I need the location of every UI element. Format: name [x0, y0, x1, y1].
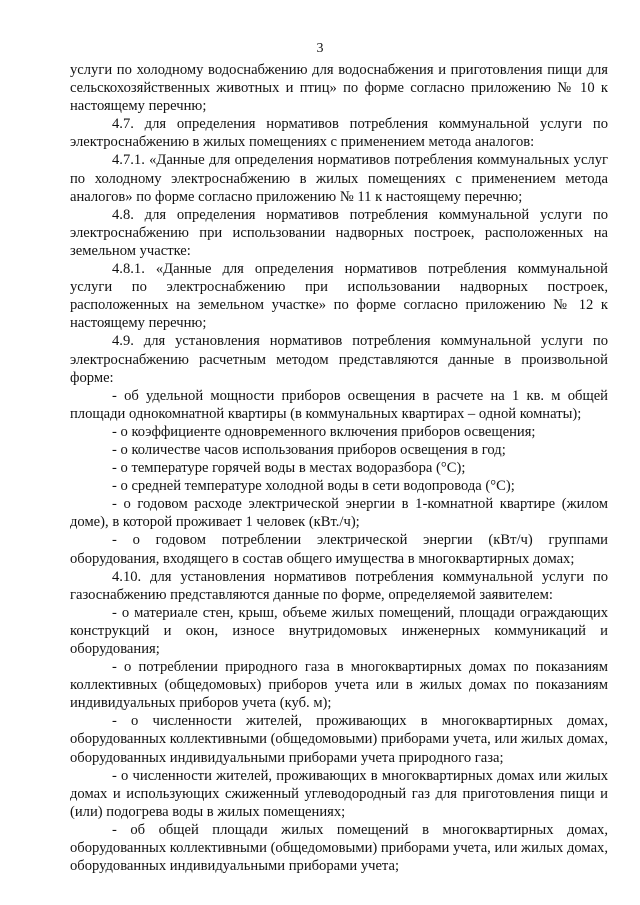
paragraph-4-9: 4.9. для установления нормативов потребления коммунальной услуги по электроснабжению расчетным методом представляются данные в произвольной форме: [70, 333, 608, 386]
page-number: 3 [316, 41, 324, 56]
document-body [70, 61, 608, 875]
list-item-lighting-hours: - о количестве часов использования приборов освещения в год; [112, 441, 506, 458]
paragraph-4-7-1: 4.7.1. «Данные для определения нормативов потребления коммунальных услуг по холодному электроснабжению в жилых помещениях с применением метода аналогов» по форме согласно приложению № 11 к настоящему перечню; [70, 152, 608, 205]
paragraph-4-7: 4.7. для определения нормативов потребления коммунальной услуги по электроснабжению в жилых помещениях с применением метода аналогов: [70, 116, 608, 151]
paragraph-4-10: 4.10. для установления нормативов потребления коммунальной услуги по газоснабжению представляются данные по форме, определяемой заявителем: [70, 568, 608, 603]
list-item-annual-energy-equipment: - о годовом потреблении электрической энергии (кВт/ч) группами оборудования, входящего в состав общего имущества в многоквартирных домах; [70, 532, 608, 567]
list-item-cold-water-temperature: - о средней температуре холодной воды в сети водопровода (°C); [112, 478, 515, 495]
list-item-lighting-power: - об удельной мощности приборов освещения в расчете на 1 кв. м общей площади однокомнатной квартиры (в коммунальных квартирах – одной комнаты); [70, 387, 608, 422]
paragraph-continuation: услуги по холодному водоснабжению для водоснабжения и приготовления пищи для сельскохозяйственных животных и птиц» по форме согласно приложению № 10 к настоящему перечню; [70, 62, 608, 115]
list-item-hot-water-temperature: - о температуре горячей воды в местах водоразбора (°C); [112, 460, 466, 477]
list-item-residents-lpg: - о численности жителей, проживающих в многоквартирных домах или жилых домах и использующих сжиженный углеводородный газ для приготовления пищи и (или) подогрева воды в жилых помещениях; [70, 767, 608, 820]
list-item-gas-consumption: - о потреблении природного газа в многоквартирных домах по показаниям коллективных (общедомовых) приборов учета или в жилых домах по показаниям индивидуальных приборов учета (куб. м); [70, 659, 608, 712]
list-item-simultaneity-coefficient: - о коэффициенте одновременного включения приборов освещения; [112, 423, 536, 440]
list-item-annual-energy-apartment: - о годовом расходе электрической энергии в 1-комнатной квартире (жилом доме), в которой проживает 1 человек (кВт./ч); [70, 496, 608, 531]
list-item-building-materials: - о материале стен, крыш, объеме жилых помещений, площади ограждающих конструкций и окон, износе внутридомовых инженерных коммуникаций и оборудования; [70, 604, 608, 657]
list-item-total-area: - об общей площади жилых помещений в многоквартирных домах, оборудованных коллективными (общедомовыми) приборами учета, или жилых домах, оборудованных индивидуальными приборами учета; [70, 821, 608, 875]
paragraph-4-8-1: 4.8.1. «Данные для определения нормативов потребления коммунальной услуги по электроснабжению при использовании надворных построек, расположенных на земельном участке» по форме согласно приложению № 12 к настоящему перечню; [70, 261, 608, 332]
list-item-residents-metered: - о численности жителей, проживающих в многоквартирных домах, оборудованных коллективными (общедомовыми) приборами учета, или жилых домах, оборудованных индивидуальными приборами учета природного газа; [70, 713, 608, 766]
paragraph-4-8: 4.8. для определения нормативов потребления коммунальной услуги по электроснабжению при использовании надворных построек, расположенных на земельном участке: [70, 206, 608, 259]
